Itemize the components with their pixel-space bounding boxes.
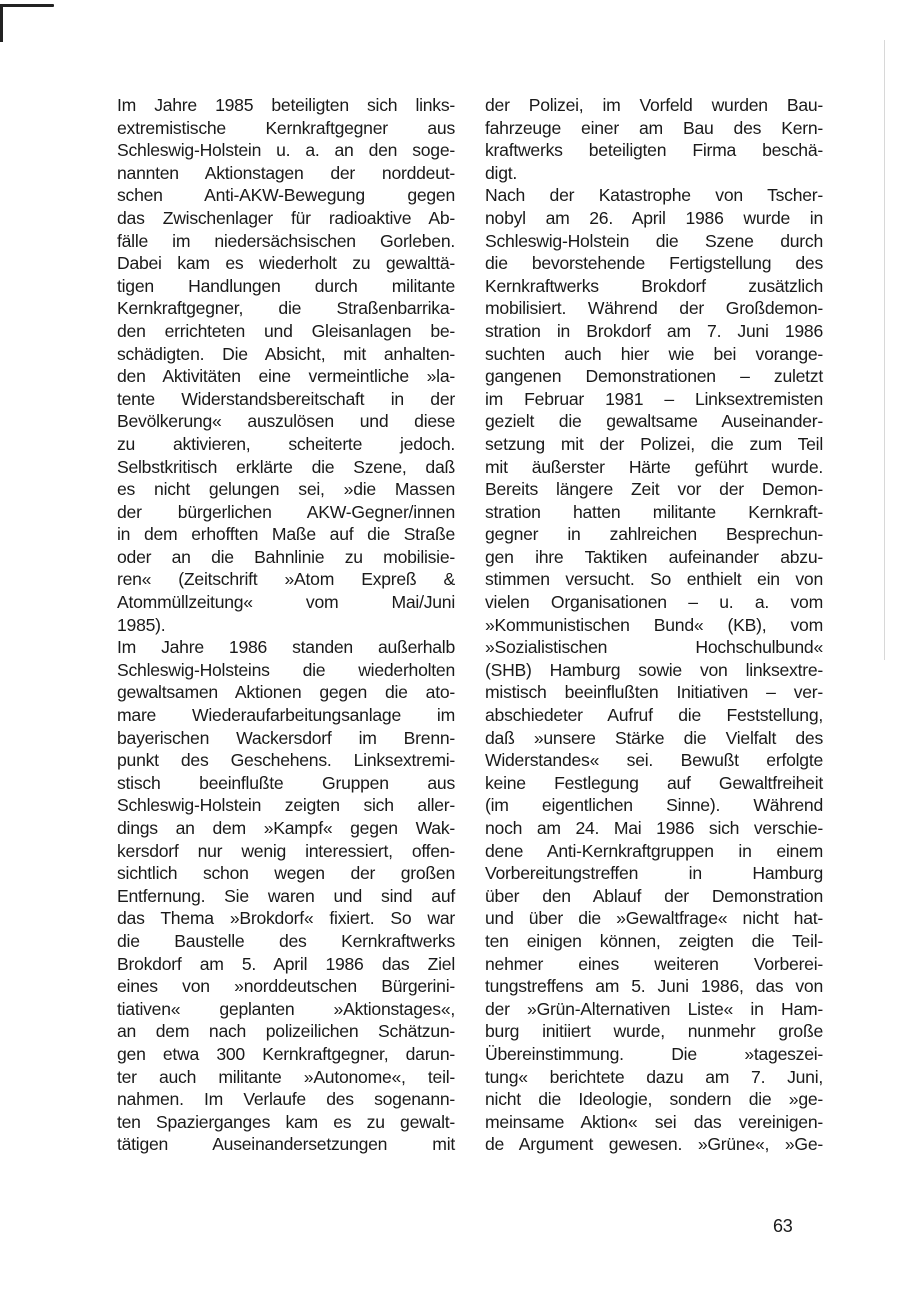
text-line: gegner in zahlreichen Besprechun-	[485, 524, 823, 545]
text-line: gangenen Demonstrationen – zuletzt	[485, 366, 823, 387]
text-line: stration hatten militante Kernkraft-	[485, 501, 823, 522]
text-line: mistisch beeinflußten Initiativen – ver-	[485, 682, 823, 703]
text-line: in dem erhofften Maße auf die Straße	[117, 524, 455, 545]
text-line: stration in Brokdorf am 7. Juni 1986	[485, 320, 823, 341]
text-line: nobyl am 26. April 1986 wurde in	[485, 207, 823, 228]
text-line: eines von »norddeutschen Bürgerini-	[117, 976, 455, 997]
text-line: Selbstkritisch erklärte die Szene, daß	[117, 456, 455, 477]
text-line: Entfernung. Sie waren und sind auf	[117, 885, 455, 906]
scan-corner-mark	[0, 4, 54, 7]
text-line: punkt des Geschehens. Linksextremi-	[117, 750, 455, 771]
text-line: mit äußerster Härte geführt wurde.	[485, 456, 823, 477]
text-line: suchten auch hier wie bei vorange-	[485, 343, 823, 364]
text-line: gewaltsamen Aktionen gegen die ato-	[117, 682, 455, 703]
text-line: Dabei kam es wiederholt zu gewalttä-	[117, 253, 455, 274]
text-line: und über die »Gewaltfrage« nicht hat-	[485, 908, 823, 929]
text-line: gezielt die gewaltsame Auseinander-	[485, 411, 823, 432]
text-line: dene Anti-Kernkraftgruppen in einem	[485, 840, 823, 861]
text-line: vielen Organisationen – u. a. vom	[485, 592, 823, 613]
text-line: meinsame Aktion« sei das vereinigen-	[485, 1111, 823, 1132]
text-line: bayerischen Wackersdorf im Brenn-	[117, 727, 455, 748]
text-line: kraftwerks beteiligten Firma beschä-	[485, 140, 823, 161]
text-line: ten Spazierganges kam es zu gewalt-	[117, 1111, 455, 1132]
text-line: »Sozialistischen Hochschulbund«	[485, 637, 823, 658]
text-line: tung« berichtete dazu am 7. Juni,	[485, 1066, 823, 1087]
text-line: die Baustelle des Kernkraftwerks	[117, 930, 455, 951]
text-line: im Februar 1981 – Linksextremisten	[485, 388, 823, 409]
text-line: den errichteten und Gleisanlagen be-	[117, 320, 455, 341]
page-number: 63	[773, 1216, 793, 1236]
text-line: tungstreffens am 5. Juni 1986, das von	[485, 976, 823, 997]
text-line: extremistische Kernkraftgegner aus	[117, 117, 455, 138]
text-line: nahmen. Im Verlaufe des sogenann-	[117, 1089, 455, 1110]
text-line: Atommüllzeitung« vom Mai/Juni	[117, 592, 455, 613]
text-line: fälle im niedersächsischen Gorleben.	[117, 230, 455, 251]
text-line: das Thema »Brokdorf« fixiert. So war	[117, 908, 455, 929]
text-line: ren« (Zeitschrift »Atom Expreß &	[117, 569, 455, 590]
text-line: den Aktivitäten eine vermeintliche »la-	[117, 366, 455, 387]
text-line: stisch beeinflußte Gruppen aus	[117, 772, 455, 793]
text-line: mobilisiert. Während der Großdemon-	[485, 298, 823, 319]
text-line: 1985).	[117, 614, 166, 635]
text-line: Vorbereitungstreffen in Hamburg	[485, 863, 823, 884]
text-line: nehmer eines weiteren Vorberei-	[485, 953, 823, 974]
text-line: das Zwischenlager für radioaktive Ab-	[117, 207, 455, 228]
text-line: es nicht gelungen sei, »die Massen	[117, 479, 455, 500]
text-line: gen etwa 300 Kernkraftgegner, darun-	[117, 1043, 455, 1064]
text-line: keine Festlegung auf Gewaltfreiheit	[485, 772, 823, 793]
text-line: »Kommunistischen Bund« (KB), vom	[485, 614, 823, 635]
text-line: Schleswig-Holstein zeigten sich aller-	[117, 795, 455, 816]
text-line: Nach der Katastrophe von Tscher-	[485, 185, 823, 206]
text-line: der »Grün-Alternativen Liste« in Ham-	[485, 998, 823, 1019]
text-line: Bereits längere Zeit vor der Demon-	[485, 479, 823, 500]
text-line: ter auch militante »Autonome«, teil-	[117, 1066, 455, 1087]
text-line: an dem nach polizeilichen Schätzun-	[117, 1021, 455, 1042]
text-line: daß »unsere Stärke die Vielfalt des	[485, 727, 823, 748]
text-line: gen ihre Taktiken aufeinander abzu-	[485, 546, 823, 567]
text-line: Schleswig-Holstein die Szene durch	[485, 230, 823, 251]
text-line: oder an die Bahnlinie zu mobilisie-	[117, 546, 455, 567]
text-line: kersdorf nur wenig interessiert, offen-	[117, 840, 455, 861]
text-line: der bürgerlichen AKW-Gegner/innen	[117, 501, 455, 522]
text-line: setzung mit der Polizei, die zum Teil	[485, 433, 823, 454]
text-line: Übereinstimmung. Die »tageszei-	[485, 1043, 823, 1064]
text-line: über den Ablauf der Demonstration	[485, 885, 823, 906]
text-line: mare Wiederaufarbeitungsanlage im	[117, 705, 455, 726]
right-text-column	[485, 94, 823, 1156]
text-line: (im eigentlichen Sinne). Während	[485, 795, 823, 816]
text-line: nicht die Ideologie, sondern die »ge-	[485, 1089, 823, 1110]
text-line: Widerstandes« sei. Bewußt erfolgte	[485, 750, 823, 771]
text-line: nannten Aktionstagen der norddeut-	[117, 162, 455, 183]
text-line: abschiedeter Aufruf die Feststellung,	[485, 705, 823, 726]
text-line: Kernkraftgegner, die Straßenbarrika-	[117, 298, 455, 319]
scan-edge-line	[884, 40, 885, 660]
text-line: schen Anti-AKW-Bewegung gegen	[117, 185, 455, 206]
text-line: Schleswig-Holstein u. a. an den soge-	[117, 140, 455, 161]
text-line: Kernkraftwerks Brokdorf zusätzlich	[485, 275, 823, 296]
text-line: stimmen versucht. So enthielt ein von	[485, 569, 823, 590]
text-line: sichtlich schon wegen der großen	[117, 863, 455, 884]
text-line: Im Jahre 1986 standen außerhalb	[117, 637, 455, 658]
text-line: dings an dem »Kampf« gegen Wak-	[117, 818, 455, 838]
text-line: der Polizei, im Vorfeld wurden Bau-	[485, 95, 823, 115]
text-line: tigen Handlungen durch militante	[117, 275, 455, 296]
text-line: zu aktivieren, scheiterte jedoch.	[117, 433, 455, 454]
text-line: Schleswig-Holsteins die wiederholten	[117, 659, 455, 680]
text-line: Im Jahre 1985 beteiligten sich links-	[117, 95, 455, 115]
text-line: schädigten. Die Absicht, mit anhalten-	[117, 343, 455, 364]
left-text-column	[117, 94, 455, 1156]
text-line: tätigen Auseinandersetzungen mit	[117, 1134, 455, 1155]
text-line: noch am 24. Mai 1986 sich verschie-	[485, 818, 823, 838]
text-line: burg initiiert wurde, nunmehr große	[485, 1021, 823, 1042]
text-line: Brokdorf am 5. April 1986 das Ziel	[117, 953, 455, 974]
text-line: Bevölkerung« auszulösen und diese	[117, 411, 455, 432]
text-line: (SHB) Hamburg sowie von linksextre-	[485, 659, 823, 680]
text-line: ten einigen können, zeigten die Teil-	[485, 930, 823, 951]
text-line: digt.	[485, 162, 518, 183]
text-line: tiativen« geplanten »Aktionstages«,	[117, 998, 455, 1019]
text-line: die bevorstehende Fertigstellung des	[485, 253, 823, 274]
text-line: tente Widerstandsbereitschaft in der	[117, 388, 455, 409]
text-line: fahrzeuge einer am Bau des Kern-	[485, 117, 823, 138]
text-line: de Argument gewesen. »Grüne«, »Ge-	[485, 1134, 823, 1155]
